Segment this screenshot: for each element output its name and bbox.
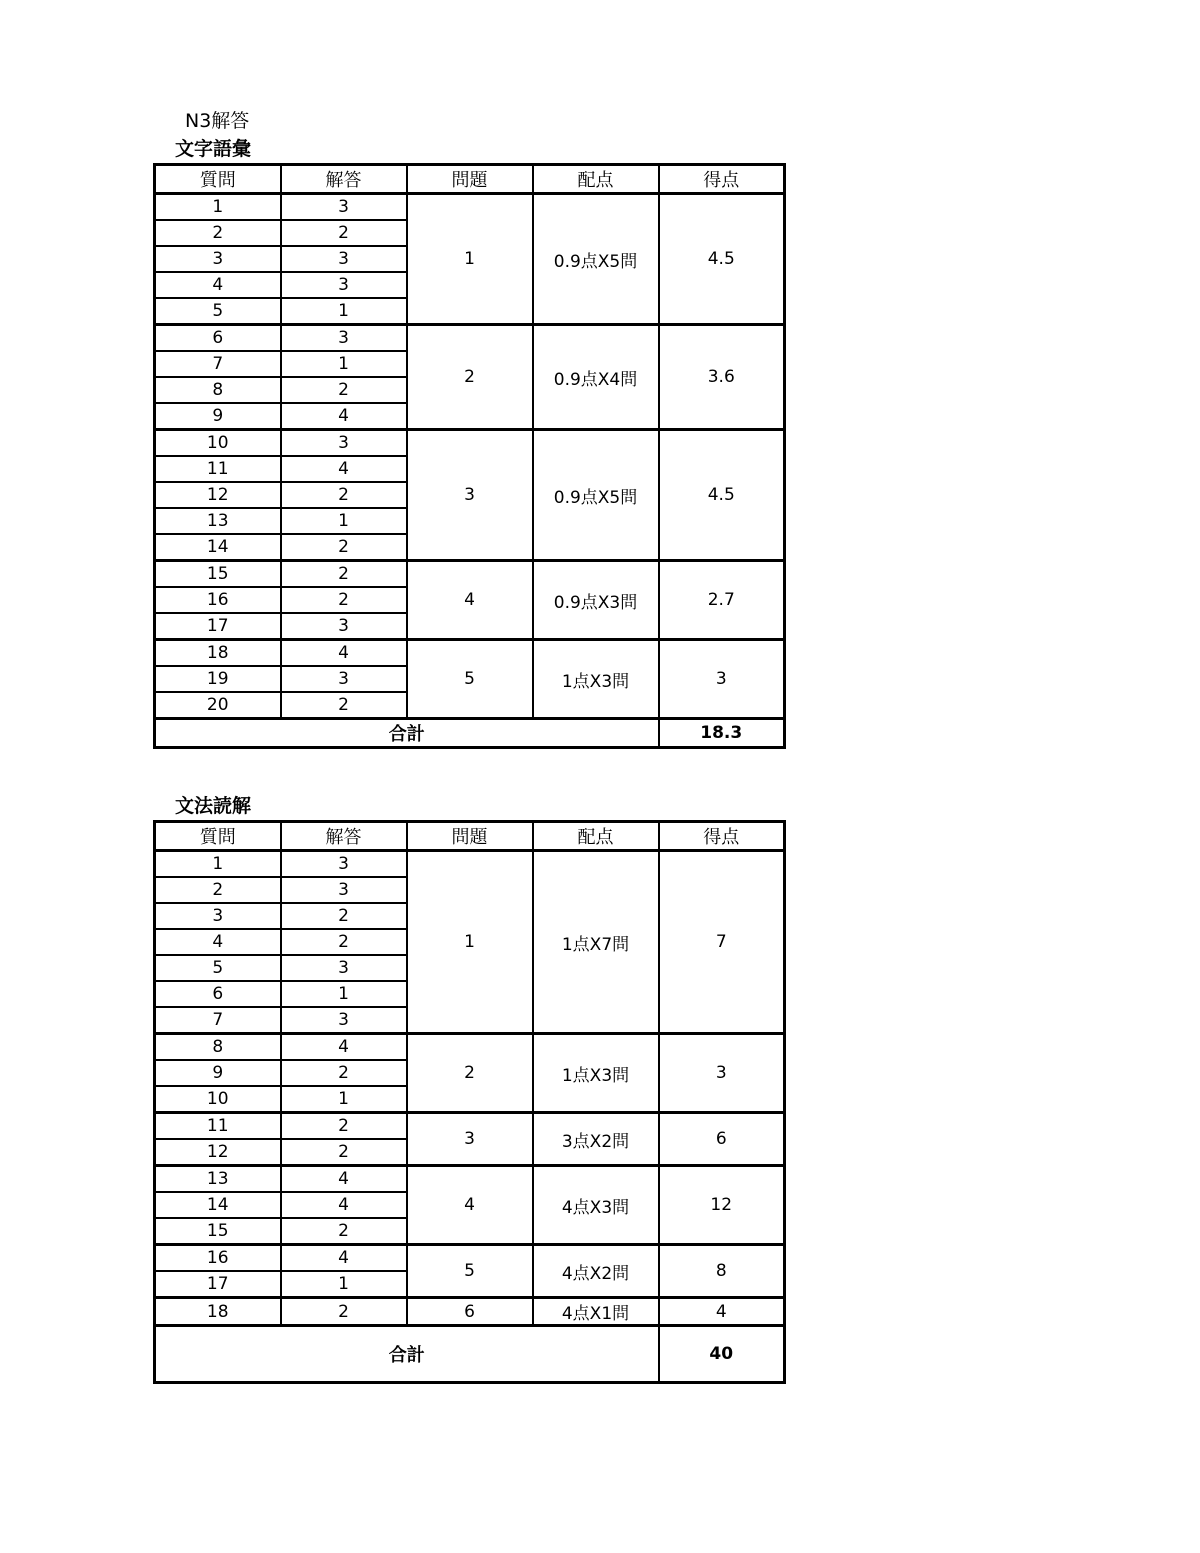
table-row xyxy=(155,561,785,588)
answer-value: 4 xyxy=(281,1034,407,1061)
question-number: 1 xyxy=(155,194,281,221)
answer-value: 3 xyxy=(281,613,407,640)
total-row xyxy=(155,719,785,748)
question-number: 3 xyxy=(155,903,281,929)
question-number: 13 xyxy=(155,508,281,534)
question-number: 7 xyxy=(155,1007,281,1034)
header-points: 配点 xyxy=(533,822,659,851)
table-row xyxy=(155,1166,785,1193)
answer-value: 2 xyxy=(281,220,407,246)
question-number: 14 xyxy=(155,1192,281,1218)
points-allocation: 4点X2問 xyxy=(533,1245,659,1298)
question-number: 8 xyxy=(155,377,281,403)
problem-group xyxy=(155,640,785,719)
total-label: 合計 xyxy=(155,1326,659,1383)
answer-value: 3 xyxy=(281,272,407,298)
header-answer: 解答 xyxy=(281,165,407,194)
question-number: 12 xyxy=(155,1139,281,1166)
table-row xyxy=(155,1113,785,1140)
problem-number: 1 xyxy=(407,851,533,1034)
question-number: 1 xyxy=(155,851,281,878)
question-number: 2 xyxy=(155,220,281,246)
answer-value: 2 xyxy=(281,482,407,508)
question-number: 2 xyxy=(155,877,281,903)
table-header xyxy=(155,822,785,851)
question-number: 10 xyxy=(155,1086,281,1113)
points-allocation: 0.9点X4問 xyxy=(533,325,659,430)
answer-value: 1 xyxy=(281,508,407,534)
answer-value: 3 xyxy=(281,877,407,903)
table-header xyxy=(155,165,785,194)
problem-group xyxy=(155,1298,785,1326)
question-number: 4 xyxy=(155,272,281,298)
header-answer: 解答 xyxy=(281,822,407,851)
points-allocation: 4点X1問 xyxy=(533,1298,659,1326)
answer-value: 3 xyxy=(281,955,407,981)
problem-number: 3 xyxy=(407,1113,533,1166)
problem-number: 4 xyxy=(407,1166,533,1245)
document-title: N3解答 xyxy=(185,110,250,132)
answer-value: 4 xyxy=(281,403,407,430)
total-row xyxy=(155,1326,785,1383)
answer-value: 3 xyxy=(281,1007,407,1034)
question-number: 9 xyxy=(155,403,281,430)
question-number: 4 xyxy=(155,929,281,955)
answer-value: 1 xyxy=(281,1086,407,1113)
header-points: 配点 xyxy=(533,165,659,194)
section-title-vocabulary: 文字語彙 xyxy=(175,138,252,160)
total-value: 40 xyxy=(659,1326,785,1383)
answer-value: 2 xyxy=(281,929,407,955)
answer-value: 3 xyxy=(281,325,407,352)
problem-group xyxy=(155,1034,785,1113)
problem-number: 5 xyxy=(407,1245,533,1298)
answer-value: 4 xyxy=(281,456,407,482)
score-value: 6 xyxy=(659,1113,785,1166)
score-value: 4.5 xyxy=(659,194,785,325)
answer-value: 3 xyxy=(281,194,407,221)
answer-value: 2 xyxy=(281,377,407,403)
question-number: 11 xyxy=(155,456,281,482)
question-number: 6 xyxy=(155,981,281,1007)
table-row xyxy=(155,1245,785,1272)
question-number: 19 xyxy=(155,666,281,692)
answer-value: 3 xyxy=(281,246,407,272)
score-value: 4.5 xyxy=(659,430,785,561)
table-row xyxy=(155,640,785,667)
problem-number: 6 xyxy=(407,1298,533,1326)
answer-value: 1 xyxy=(281,351,407,377)
question-number: 15 xyxy=(155,561,281,588)
header-question: 質問 xyxy=(155,165,281,194)
question-number: 15 xyxy=(155,1218,281,1245)
total-value: 18.3 xyxy=(659,719,785,748)
answer-value: 2 xyxy=(281,561,407,588)
answer-value: 3 xyxy=(281,851,407,878)
answer-value: 1 xyxy=(281,1271,407,1298)
answer-value: 4 xyxy=(281,1166,407,1193)
points-allocation: 1点X3問 xyxy=(533,640,659,719)
total-label: 合計 xyxy=(155,719,659,748)
question-number: 10 xyxy=(155,430,281,457)
score-value: 4 xyxy=(659,1298,785,1326)
answer-value: 4 xyxy=(281,1192,407,1218)
question-number: 12 xyxy=(155,482,281,508)
header-score: 得点 xyxy=(659,822,785,851)
problem-group xyxy=(155,325,785,430)
grammar-reading-answer-table xyxy=(153,820,786,1384)
answer-value: 2 xyxy=(281,1298,407,1326)
vocabulary-answer-table xyxy=(153,163,786,749)
total-section xyxy=(155,719,785,748)
score-value: 3 xyxy=(659,640,785,719)
question-number: 18 xyxy=(155,1298,281,1326)
question-number: 18 xyxy=(155,640,281,667)
problem-group xyxy=(155,1245,785,1298)
answer-value: 2 xyxy=(281,587,407,613)
question-number: 16 xyxy=(155,1245,281,1272)
problem-group xyxy=(155,430,785,561)
points-allocation: 0.9点X5問 xyxy=(533,194,659,325)
problem-group xyxy=(155,1113,785,1166)
problem-number: 2 xyxy=(407,325,533,430)
answer-value: 2 xyxy=(281,1218,407,1245)
question-number: 13 xyxy=(155,1166,281,1193)
header-score: 得点 xyxy=(659,165,785,194)
table-row xyxy=(155,430,785,457)
problem-group xyxy=(155,194,785,325)
answer-value: 2 xyxy=(281,1060,407,1086)
section-title-grammar-reading: 文法読解 xyxy=(175,795,252,817)
problem-number: 2 xyxy=(407,1034,533,1113)
points-allocation: 0.9点X3問 xyxy=(533,561,659,640)
score-value: 12 xyxy=(659,1166,785,1245)
points-allocation: 3点X2問 xyxy=(533,1113,659,1166)
answer-value: 4 xyxy=(281,640,407,667)
points-allocation: 0.9点X5問 xyxy=(533,430,659,561)
answer-value: 2 xyxy=(281,692,407,719)
problem-number: 1 xyxy=(407,194,533,325)
score-value: 8 xyxy=(659,1245,785,1298)
table-row xyxy=(155,851,785,878)
table-row xyxy=(155,1034,785,1061)
score-value: 3.6 xyxy=(659,325,785,430)
question-number: 6 xyxy=(155,325,281,352)
problem-number: 5 xyxy=(407,640,533,719)
question-number: 16 xyxy=(155,587,281,613)
header-problem: 問題 xyxy=(407,822,533,851)
answer-value: 3 xyxy=(281,666,407,692)
problem-number: 4 xyxy=(407,561,533,640)
question-number: 20 xyxy=(155,692,281,719)
question-number: 17 xyxy=(155,1271,281,1298)
question-number: 14 xyxy=(155,534,281,561)
question-number: 5 xyxy=(155,298,281,325)
question-number: 7 xyxy=(155,351,281,377)
points-allocation: 1点X3問 xyxy=(533,1034,659,1113)
question-number: 8 xyxy=(155,1034,281,1061)
table-row xyxy=(155,325,785,352)
total-section xyxy=(155,1326,785,1383)
header-question: 質問 xyxy=(155,822,281,851)
points-allocation: 4点X3問 xyxy=(533,1166,659,1245)
question-number: 17 xyxy=(155,613,281,640)
answer-value: 2 xyxy=(281,1139,407,1166)
table-row xyxy=(155,194,785,221)
table-row xyxy=(155,1298,785,1326)
answer-value: 1 xyxy=(281,298,407,325)
question-number: 3 xyxy=(155,246,281,272)
answer-value: 4 xyxy=(281,1245,407,1272)
question-number: 11 xyxy=(155,1113,281,1140)
header-problem: 問題 xyxy=(407,165,533,194)
problem-number: 3 xyxy=(407,430,533,561)
score-value: 3 xyxy=(659,1034,785,1113)
score-value: 2.7 xyxy=(659,561,785,640)
answer-value: 1 xyxy=(281,981,407,1007)
question-number: 5 xyxy=(155,955,281,981)
answer-value: 2 xyxy=(281,903,407,929)
problem-group xyxy=(155,851,785,1034)
problem-group xyxy=(155,561,785,640)
answer-value: 2 xyxy=(281,534,407,561)
answer-value: 3 xyxy=(281,430,407,457)
points-allocation: 1点X7問 xyxy=(533,851,659,1034)
answer-value: 2 xyxy=(281,1113,407,1140)
score-value: 7 xyxy=(659,851,785,1034)
problem-group xyxy=(155,1166,785,1245)
question-number: 9 xyxy=(155,1060,281,1086)
